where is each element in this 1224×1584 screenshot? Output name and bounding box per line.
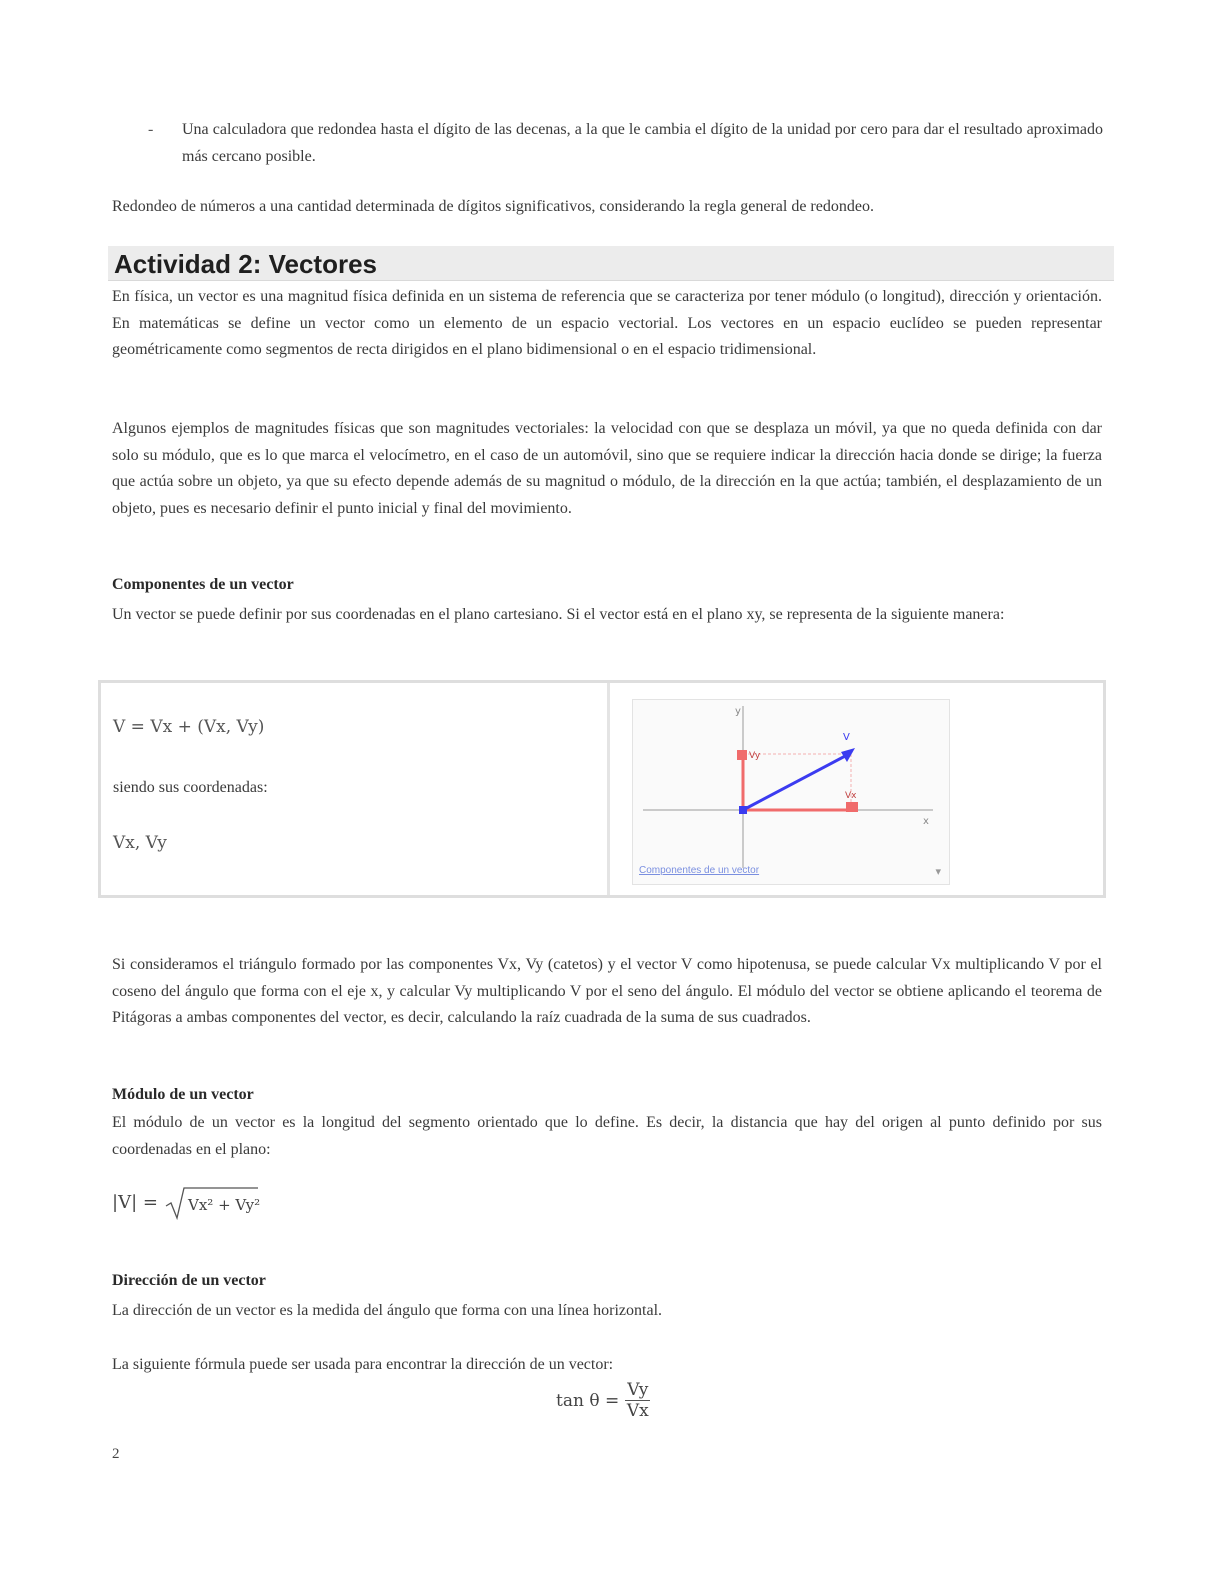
section-heading bbox=[108, 246, 1114, 281]
vector-label: V bbox=[843, 732, 850, 743]
coordinates-label: siendo sus coordenadas: bbox=[113, 779, 268, 796]
x-axis-label: x bbox=[923, 816, 929, 827]
bullet-text: Una calculadora que redondea hasta el dígito de las decenas, a la que le cambia el dígito de la unidad por cero para dar el resultado aproximado más cercano posible. bbox=[182, 121, 1103, 165]
paragraph-examples: Algunos ejemplos de magnitudes físicas que son magnitudes vectoriales: la velocidad con que se desplaza un móvil, ya que no queda definida con dar solo su módulo, que es lo que marca el velocímetro, en el caso de un automóvil, sino que se requiere indicar la dirección hacia donde se dirige; la fuerza que actúa sobre un objeto, ya que su efecto depende además de su magnitud o módulo, de la dirección en la que actúa; también, el desplazamiento de un objeto, pues es necesario definir el punto inicial y final del movimiento. bbox=[112, 420, 1102, 517]
vector-line bbox=[743, 754, 849, 810]
paragraph-direccion-1: La dirección de un vector es la medida del ángulo que forma con una línea horizontal. bbox=[112, 1302, 663, 1319]
vector-definition-cell bbox=[101, 683, 610, 895]
page-number: 2 bbox=[112, 1446, 120, 1462]
subheading-modulo: Módulo de un vector bbox=[112, 1086, 254, 1103]
vx-marker bbox=[846, 802, 858, 812]
fraction-numerator: Vy bbox=[627, 1380, 649, 1400]
subheading-direccion: Dirección de un vector bbox=[112, 1272, 266, 1289]
paragraph-definition: En física, un vector es una magnitud física definida en un sistema de referencia que se caracteriza por tener módulo (o longitud), dirección y orientación. En matemáticas se define un vector como un elemento de un espacio vectorial. Los vectores en un espacio euclídeo se pueden representar geométricamente como segmentos de recta dirigidos en el plano bidimensional o en el espacio tridimensional. bbox=[112, 288, 1102, 358]
paragraph-modulo: El módulo de un vector es la longitud del segmento orientado que lo define. Es decir, la distancia que hay del origen al punto definido por sus coordenadas en el plano: bbox=[112, 1114, 1102, 1158]
bullet-item bbox=[148, 116, 1103, 170]
bullet-marker: - bbox=[148, 121, 154, 138]
radical-sign bbox=[164, 1186, 260, 1220]
graph-caption-link[interactable]: Componentes de un vector bbox=[639, 865, 760, 876]
heading-text: Actividad 2: Vectores bbox=[114, 249, 377, 279]
paragraph-direccion-2: La siguiente fórmula puede ser usada para encontrar la dirección de un vector: bbox=[112, 1356, 614, 1373]
tangent-equation bbox=[556, 1380, 650, 1421]
intro-paragraph: Redondeo de números a una cantidad determinada de dígitos significativos, considerando la regla general de redondeo. bbox=[112, 198, 874, 215]
vector-equation: V = Vx + (Vx, Vy) bbox=[113, 717, 265, 737]
vy-marker bbox=[737, 750, 747, 760]
paragraph-triangle: Si consideramos el triángulo formado por las componentes Vx, Vy (catetos) y el vector V como hipotenusa, se puede calcular Vx multiplicando V por el coseno del ángulo que forma con el eje x, y calcular Vy multiplicando V por el seno del ángulo. El módulo del vector se obtiene aplicando el teorema de Pitágoras a ambas componentes del vector, es decir, calculando la raíz cuadrada de la suma de sus cuadrados. bbox=[112, 956, 1102, 1026]
y-axis-label: y bbox=[735, 706, 741, 717]
origin-point bbox=[739, 806, 747, 814]
modulo-lhs: |V| = bbox=[112, 1192, 158, 1213]
vector-graph[interactable] bbox=[632, 699, 950, 885]
modulo-radicand: Vx² + Vy² bbox=[187, 1196, 260, 1214]
paragraph-components: Un vector se puede definir por sus coordenadas en el plano cartesiano. Si el vector está en el plano xy, se representa de la siguiente manera: bbox=[112, 606, 1005, 623]
vector-graph-cell bbox=[610, 683, 1103, 895]
fraction-denominator: Vx bbox=[626, 1401, 649, 1421]
vy-label: Vy bbox=[749, 751, 761, 761]
tangent-fraction bbox=[625, 1380, 650, 1421]
tangent-lhs: tan θ = bbox=[556, 1390, 620, 1411]
vx-label: Vx bbox=[845, 791, 857, 801]
modulo-equation bbox=[112, 1186, 260, 1220]
chevron-down-icon[interactable]: ▾ bbox=[935, 865, 941, 878]
vector-table bbox=[98, 680, 1106, 898]
coordinates-value: Vx, Vy bbox=[113, 833, 167, 853]
vector-graph-svg bbox=[633, 700, 949, 884]
subheading-components: Componentes de un vector bbox=[112, 576, 294, 593]
vector-arrowhead bbox=[841, 748, 855, 762]
